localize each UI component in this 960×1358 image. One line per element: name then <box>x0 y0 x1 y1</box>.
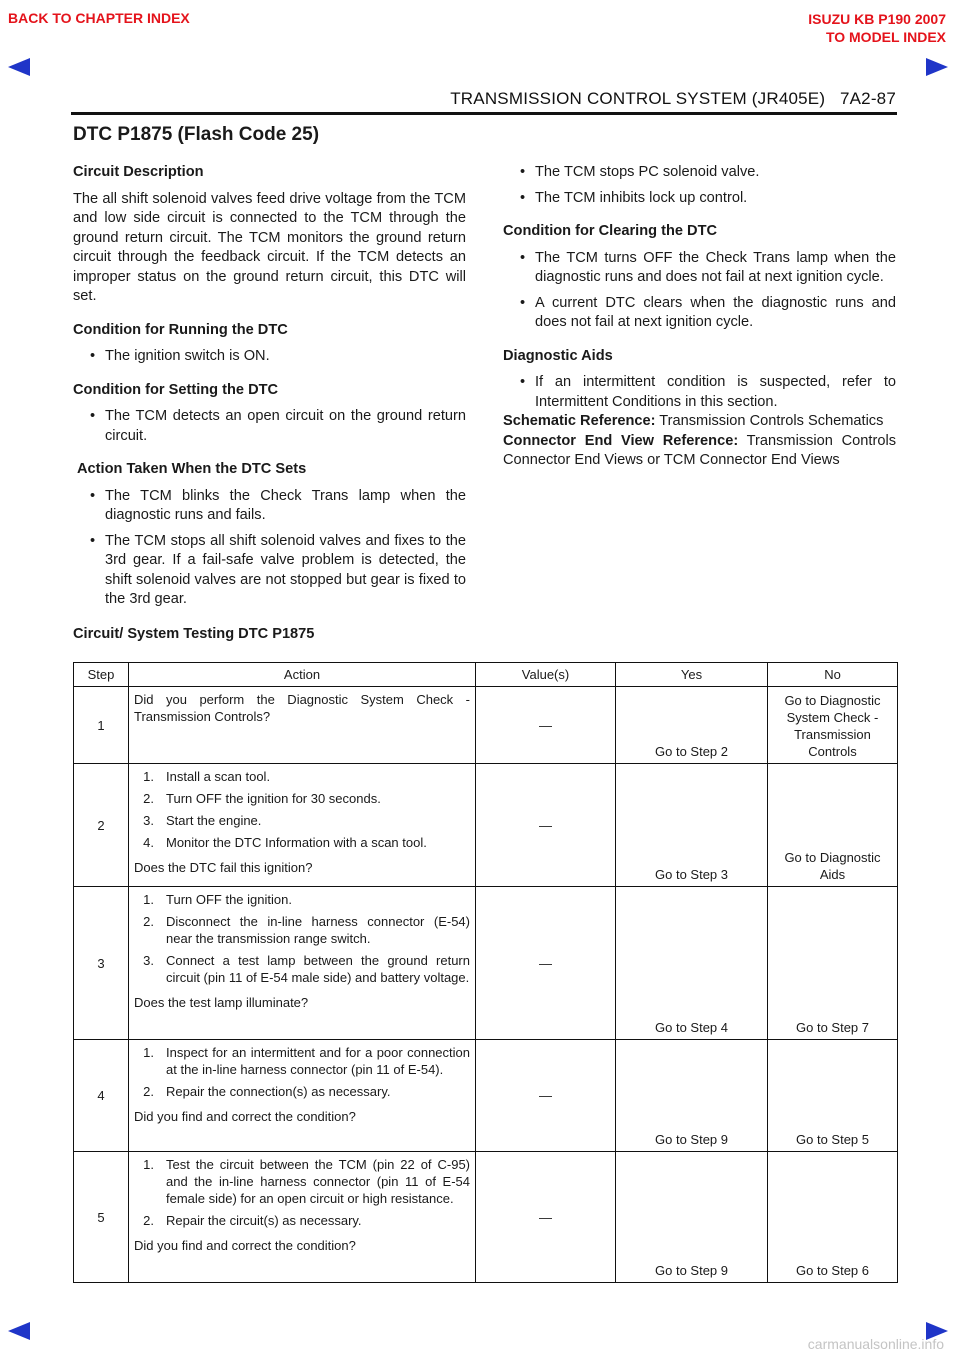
action-list <box>134 768 470 851</box>
connector-reference-label: Connector End View Reference: <box>503 432 739 449</box>
watermark: carmanualsonline.info <box>807 1336 944 1352</box>
step-number: 3 <box>74 887 129 1040</box>
list-item: • The TCM inhibits lock up control. <box>503 189 896 209</box>
list-item: • The TCM stops all shift solenoid valves and fixes to the 3rd gear. If a fail-safe valve problem is detected, the shift solenoid valves are not stopped but gear is fixed to the 3rd gear. <box>73 532 466 610</box>
to-model-index-label[interactable]: TO MODEL INDEX <box>825 29 946 45</box>
setting-condition-list <box>73 407 466 446</box>
action-item: 2. Repair the connection(s) as necessary. <box>143 1084 391 1099</box>
action-question: Does the DTC fail this ignition? <box>134 860 313 875</box>
page-header <box>450 89 896 109</box>
connector-reference-text: Transmission Controls Connector End Views or TCM Connector End Views <box>503 432 896 468</box>
step-number: 1 <box>74 687 129 764</box>
yes-cell: Go to Step 2 <box>616 687 768 764</box>
list-item: • The TCM turns OFF the Check Trans lamp when the diagnostic runs and does not fail at next ignition cycle. <box>503 249 896 288</box>
yes-cell: Go to Step 9 <box>616 1152 768 1283</box>
action-item: 4. Monitor the DTC Information with a scan tool. <box>143 835 427 850</box>
action-question: Did you find and correct the condition? <box>134 1238 356 1253</box>
diagnostic-aids-list <box>503 373 896 412</box>
action-cell <box>129 764 476 887</box>
action-question: Did you perform the Diagnostic System Check - Transmission Controls? <box>134 692 470 724</box>
previous-page-arrow-icon[interactable] <box>8 1322 30 1340</box>
column-header-step: Step <box>74 663 129 687</box>
running-condition-heading: Condition for Running the DTC <box>73 321 288 338</box>
action-item: 1. Install a scan tool. <box>143 769 271 784</box>
next-page-arrow-icon[interactable] <box>926 58 948 76</box>
right-column <box>503 163 896 471</box>
action-list <box>134 1156 470 1229</box>
schematic-reference <box>503 412 896 432</box>
yes-cell: Go to Step 4 <box>616 887 768 1040</box>
schematic-reference-text: Transmission Controls Schematics <box>659 413 884 429</box>
table-header-row <box>74 663 898 687</box>
table-heading: Circuit/ System Testing DTC P1875 <box>73 626 315 642</box>
action-item: 2. Turn OFF the ignition for 30 seconds. <box>143 791 381 806</box>
schematic-reference-label: Schematic Reference: <box>503 413 656 429</box>
page-number: 7A2-87 <box>839 89 896 108</box>
no-cell: Go to Step 7 <box>768 887 898 1040</box>
value-cell: — <box>476 687 616 764</box>
list-item: • The ignition switch is ON. <box>73 347 466 367</box>
action-item: 2. Disconnect the in-line harness connector (E-54) near the transmission range switch. <box>143 914 470 946</box>
action-cell <box>129 1040 476 1152</box>
no-cell: Go to Step 6 <box>768 1152 898 1283</box>
value-cell: — <box>476 887 616 1040</box>
action-cell <box>129 887 476 1040</box>
table-row <box>74 1152 898 1283</box>
action-taken-list-continued <box>503 163 896 208</box>
action-item: 1. Test the circuit between the TCM (pin 22 of C-95) and the in-line harness connector (pin 11 of E-54 female side) for an open circuit or high resistance. <box>143 1157 470 1206</box>
value-cell: — <box>476 764 616 887</box>
column-header-no: No <box>768 663 898 687</box>
list-item: • A current DTC clears when the diagnostic runs and does not fail at next ignition cycle. <box>503 294 896 333</box>
circuit-description-text: The all shift solenoid valves feed drive voltage from the TCM and low side circuit is connected to the TCM through the ground return circuit. The TCM monitors the ground return circuit through the feedback circuit. If the TCM detects an improper status on the ground return circuit, this DTC will set. <box>73 190 466 304</box>
step-number: 2 <box>74 764 129 887</box>
column-header-action: Action <box>129 663 476 687</box>
circuit-description-heading: Circuit Description <box>73 164 204 180</box>
action-taken-heading: Action Taken When the DTC Sets <box>77 461 307 477</box>
table-row <box>74 887 898 1040</box>
action-cell <box>129 687 476 764</box>
table-row <box>74 764 898 887</box>
connector-reference <box>503 432 896 471</box>
left-column <box>73 163 466 616</box>
previous-page-arrow-icon[interactable] <box>8 58 30 76</box>
model-index-link[interactable] <box>808 10 946 46</box>
table-row <box>74 1040 898 1152</box>
model-name: ISUZU KB P190 2007 <box>808 11 946 27</box>
column-header-yes: Yes <box>616 663 768 687</box>
diagnostic-steps-table <box>73 662 898 1283</box>
setting-condition-heading: Condition for Setting the DTC <box>73 381 279 398</box>
yes-cell: Go to Step 9 <box>616 1040 768 1152</box>
action-item: 2. Repair the circuit(s) as necessary. <box>143 1213 362 1228</box>
page-title: DTC P1875 (Flash Code 25) <box>73 124 320 145</box>
section-title: TRANSMISSION CONTROL SYSTEM (JR405E) <box>450 89 826 108</box>
step-number: 5 <box>74 1152 129 1283</box>
value-cell: — <box>476 1152 616 1283</box>
table-row <box>74 687 898 764</box>
back-to-chapter-index-link[interactable]: BACK TO CHAPTER INDEX <box>8 10 190 26</box>
running-condition-list <box>73 347 466 367</box>
diagnostic-aids-heading: Diagnostic Aids <box>503 347 613 364</box>
value-cell: — <box>476 1040 616 1152</box>
action-item: 1. Inspect for an intermittent and for a poor connection at the in-line harness connector (pin 11 of E-54). <box>143 1045 470 1077</box>
action-item: 3. Start the engine. <box>143 813 262 828</box>
action-list <box>134 891 470 986</box>
action-question: Does the test lamp illuminate? <box>134 995 309 1010</box>
action-item: 3. Connect a test lamp between the ground return circuit (pin 11 of E-54 male side) and battery voltage. <box>143 953 470 985</box>
list-item: • The TCM detects an open circuit on the ground return circuit. <box>73 407 466 446</box>
no-cell: Go to Step 5 <box>768 1040 898 1152</box>
header-rule <box>71 112 897 115</box>
action-list <box>134 1044 470 1100</box>
clearing-condition-list <box>503 249 896 333</box>
column-header-values: Value(s) <box>476 663 616 687</box>
no-cell: Go to Diagnostic System Check - Transmission Controls <box>768 687 898 764</box>
list-item: • If an intermittent condition is suspected, refer to Intermittent Conditions in this section. <box>503 373 896 412</box>
yes-cell: Go to Step 3 <box>616 764 768 887</box>
action-cell <box>129 1152 476 1283</box>
list-item: • The TCM stops PC solenoid valve. <box>503 163 896 183</box>
action-taken-list <box>73 487 466 610</box>
clearing-condition-heading: Condition for Clearing the DTC <box>503 223 718 239</box>
step-number: 4 <box>74 1040 129 1152</box>
action-question: Did you find and correct the condition? <box>134 1109 356 1124</box>
list-item: • The TCM blinks the Check Trans lamp when the diagnostic runs and fails. <box>73 487 466 526</box>
no-cell: Go to Diagnostic Aids <box>768 764 898 887</box>
action-item: 1. Turn OFF the ignition. <box>143 892 292 907</box>
